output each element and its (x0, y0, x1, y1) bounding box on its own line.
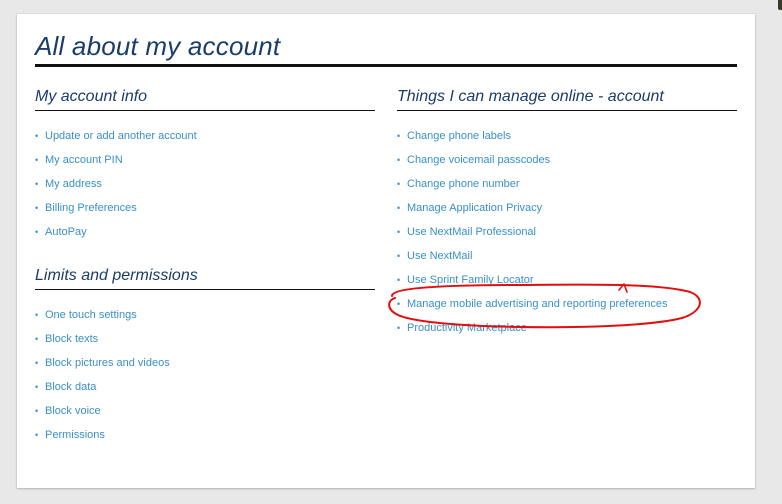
list-item (397, 294, 737, 318)
link-my-address[interactable]: My address (45, 178, 102, 190)
link-block-data[interactable]: Block data (45, 381, 97, 393)
link-permissions[interactable]: Permissions (45, 429, 105, 441)
list-item (397, 198, 737, 222)
link-change-phone-number[interactable]: Change phone number (407, 178, 520, 190)
list-item (397, 150, 737, 174)
link-billing-preferences[interactable]: Billing Preferences (45, 202, 137, 214)
window-corner-mark (778, 0, 782, 10)
title-divider (35, 64, 737, 67)
list-item (35, 305, 375, 329)
list-item (35, 174, 375, 198)
list-item (397, 222, 737, 246)
link-list (35, 305, 375, 449)
list-item (35, 329, 375, 353)
link-productivity-marketplace[interactable]: Productivity Marketplace (407, 322, 527, 334)
section-limits-permissions (35, 266, 375, 449)
link-list (35, 126, 375, 246)
list-item (35, 126, 375, 150)
list-item (35, 222, 375, 246)
link-block-texts[interactable]: Block texts (45, 333, 99, 345)
link-mobile-advertising-preferences[interactable]: Manage mobile advertising and reporting preferences (407, 298, 668, 310)
link-block-pictures-videos[interactable]: Block pictures and videos (45, 357, 170, 369)
link-account-pin[interactable]: My account PIN (45, 154, 123, 166)
link-nextmail[interactable]: Use NextMail (407, 250, 473, 262)
page-title: All about my account (35, 31, 281, 61)
link-list (397, 126, 737, 342)
list-item (397, 270, 737, 294)
section-heading: Things I can manage online - account (397, 87, 737, 111)
link-family-locator[interactable]: Use Sprint Family Locator (407, 274, 534, 286)
list-item (35, 150, 375, 174)
list-item (35, 377, 375, 401)
account-panel (17, 14, 755, 488)
list-item (35, 353, 375, 377)
list-item (397, 246, 737, 270)
list-item (397, 174, 737, 198)
link-change-phone-labels[interactable]: Change phone labels (407, 130, 511, 142)
link-update-add-account[interactable]: Update or add another account (45, 130, 197, 142)
section-heading: Limits and permissions (35, 266, 375, 290)
link-manage-app-privacy[interactable]: Manage Application Privacy (407, 202, 543, 214)
link-one-touch-settings[interactable]: One touch settings (45, 309, 137, 321)
list-item (35, 401, 375, 425)
section-manage-online (397, 87, 737, 342)
section-my-account-info (35, 87, 375, 246)
link-change-voicemail-passcodes[interactable]: Change voicemail passcodes (407, 154, 551, 166)
list-item (397, 126, 737, 150)
list-item (397, 318, 737, 342)
link-block-voice[interactable]: Block voice (45, 405, 101, 417)
link-nextmail-professional[interactable]: Use NextMail Professional (407, 226, 536, 238)
link-autopay[interactable]: AutoPay (45, 226, 87, 238)
list-item (35, 425, 375, 449)
section-heading: My account info (35, 87, 375, 111)
list-item (35, 198, 375, 222)
